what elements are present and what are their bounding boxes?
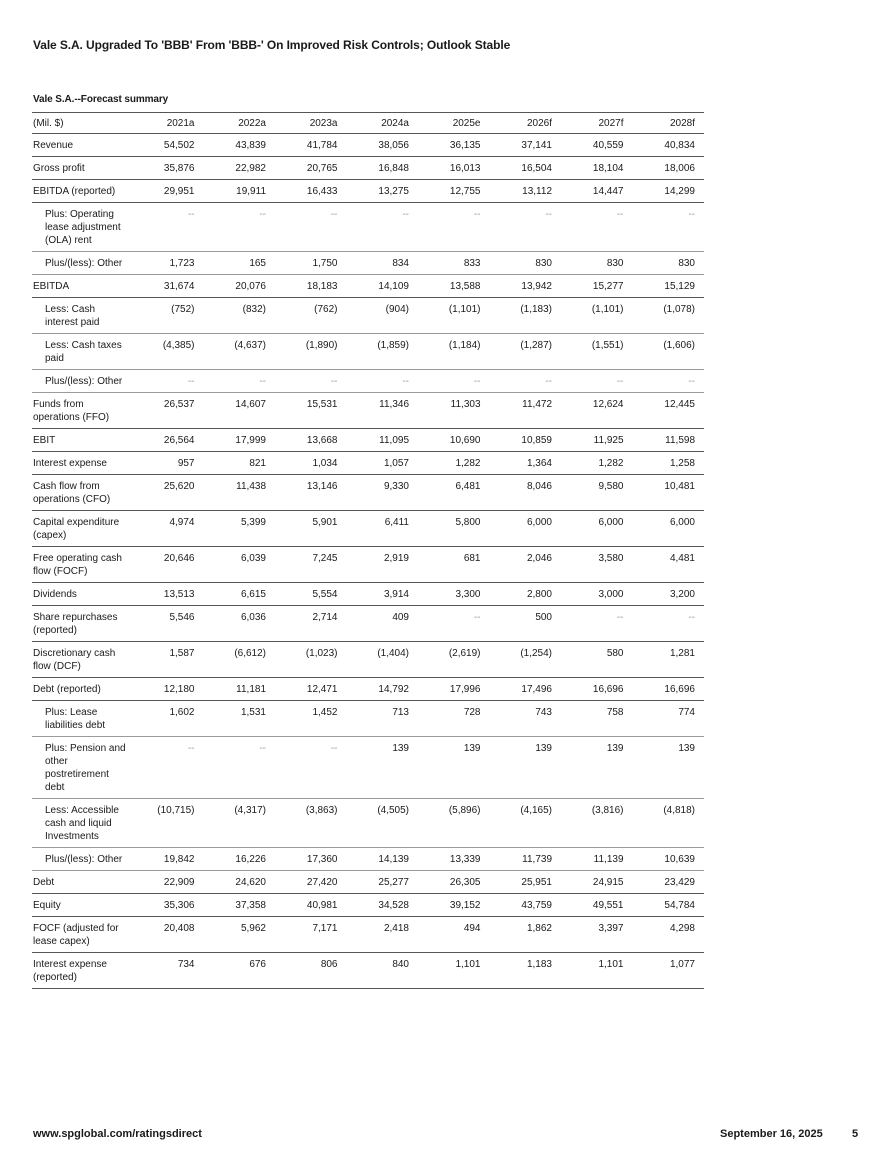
table-header-row [32,113,704,134]
table-row [32,475,704,511]
table-cell: (10,715) [132,799,204,848]
table-cell: 3,300 [418,583,490,606]
row-label: Plus/(less): Other [32,370,132,393]
row-label: Free operating cash flow (FOCF) [32,547,132,583]
row-label: Share repurchases (reported) [32,606,132,642]
row-label: Debt [32,871,132,894]
table-cell: 1,531 [204,701,276,737]
table-cell: 16,013 [418,157,490,180]
table-cell: 14,607 [204,393,276,429]
table-cell: 35,306 [132,894,204,917]
table-cell: 40,981 [275,894,347,917]
table-cell: 16,504 [490,157,562,180]
table-cell: 1,282 [561,452,633,475]
table-cell: 806 [275,953,347,989]
table-cell: -- [561,203,633,252]
table-cell: 13,668 [275,429,347,452]
table-row [32,953,704,989]
table-cell: 13,942 [490,275,562,298]
table-cell: 834 [347,252,419,275]
row-label: Plus: Pension and other postretirement debt [32,737,132,799]
table-cell: 11,598 [633,429,705,452]
table-cell: 139 [490,737,562,799]
table-cell: (4,385) [132,334,204,370]
table-cell: 1,077 [633,953,705,989]
table-cell: 13,146 [275,475,347,511]
header-year: 2023a [275,113,347,134]
table-cell: -- [275,370,347,393]
table-cell: 16,696 [561,678,633,701]
table-cell: 5,962 [204,917,276,953]
table-cell: (4,637) [204,334,276,370]
table-row [32,701,704,737]
table-row [32,678,704,701]
table-cell: 10,481 [633,475,705,511]
table-cell: 830 [633,252,705,275]
table-cell: 43,839 [204,134,276,157]
table-body [32,134,704,989]
table-cell: 16,696 [633,678,705,701]
table-cell: 11,472 [490,393,562,429]
table-cell: 23,429 [633,871,705,894]
table-cell: 681 [418,547,490,583]
table-cell: 14,109 [347,275,419,298]
table-cell: 10,690 [418,429,490,452]
table-cell: (1,101) [418,298,490,334]
table-cell: 821 [204,452,276,475]
table-row [32,848,704,871]
table-cell: 49,551 [561,894,633,917]
table-cell: 2,046 [490,547,562,583]
table-cell: 830 [561,252,633,275]
row-label: Revenue [32,134,132,157]
table-caption: Vale S.A.--Forecast summary [33,94,169,105]
table-cell: 54,502 [132,134,204,157]
table-cell: 29,951 [132,180,204,203]
table-cell: -- [275,737,347,799]
table-row [32,547,704,583]
table-cell: 41,784 [275,134,347,157]
table-cell: 26,305 [418,871,490,894]
table-cell: -- [418,606,490,642]
table-cell: 1,364 [490,452,562,475]
table-row [32,583,704,606]
table-cell: 1,034 [275,452,347,475]
table-row [32,298,704,334]
table-cell: -- [490,370,562,393]
table-cell: 1,862 [490,917,562,953]
table-cell: (1,078) [633,298,705,334]
table-cell: 36,135 [418,134,490,157]
table-cell: 11,346 [347,393,419,429]
table-cell: 43,759 [490,894,562,917]
table-cell: -- [633,203,705,252]
table-cell: 713 [347,701,419,737]
table-cell: -- [418,370,490,393]
table-cell: 728 [418,701,490,737]
table-cell: (1,287) [490,334,562,370]
row-label: Funds from operations (FFO) [32,393,132,429]
table-cell: 15,277 [561,275,633,298]
table-cell: 13,275 [347,180,419,203]
table-cell: 22,909 [132,871,204,894]
table-cell: 37,141 [490,134,562,157]
table-cell: 1,452 [275,701,347,737]
table-cell: 20,646 [132,547,204,583]
table-cell: 18,104 [561,157,633,180]
table-cell: 25,620 [132,475,204,511]
table-cell: 17,996 [418,678,490,701]
table-cell: 11,095 [347,429,419,452]
table-cell: 4,481 [633,547,705,583]
table-cell: -- [347,370,419,393]
table-cell: 2,919 [347,547,419,583]
table-cell: 1,602 [132,701,204,737]
table-cell: 1,587 [132,642,204,678]
table-cell: 12,755 [418,180,490,203]
row-label: Plus/(less): Other [32,848,132,871]
forecast-summary-table [32,112,704,989]
table-cell: (1,254) [490,642,562,678]
table-cell: 1,258 [633,452,705,475]
table-cell: (1,859) [347,334,419,370]
table-cell: 3,200 [633,583,705,606]
table-cell: 25,951 [490,871,562,894]
table-cell: 12,624 [561,393,633,429]
table-row [32,203,704,252]
table-cell: 5,399 [204,511,276,547]
table-cell: -- [132,737,204,799]
header-year: 2028f [633,113,705,134]
table-cell: 24,915 [561,871,633,894]
document-title: Vale S.A. Upgraded To 'BBB' From 'BBB-' On Improved Risk Controls; Outlook Stable [33,38,511,52]
table-cell: 17,999 [204,429,276,452]
table-row [32,334,704,370]
row-label: Plus: Lease liabilities debt [32,701,132,737]
table-row [32,606,704,642]
table-row [32,511,704,547]
table-row [32,393,704,429]
table-cell: -- [633,606,705,642]
table-cell: -- [204,203,276,252]
table-row [32,917,704,953]
table-cell: (2,619) [418,642,490,678]
row-label: EBITDA (reported) [32,180,132,203]
table-cell: 774 [633,701,705,737]
table-row [32,157,704,180]
table-cell: 18,183 [275,275,347,298]
table-cell: 20,765 [275,157,347,180]
row-label: Debt (reported) [32,678,132,701]
table-cell: 24,620 [204,871,276,894]
row-label: FOCF (adjusted for lease capex) [32,917,132,953]
table-cell: 3,914 [347,583,419,606]
table-cell: (1,551) [561,334,633,370]
table-cell: 409 [347,606,419,642]
table-row [32,452,704,475]
table-cell: 14,792 [347,678,419,701]
table-cell: 6,411 [347,511,419,547]
table-cell: 39,152 [418,894,490,917]
table-cell: 1,101 [418,953,490,989]
footer-date: September 16, 2025 [720,1128,823,1140]
table-row [32,134,704,157]
table-cell: 34,528 [347,894,419,917]
table-cell: -- [418,203,490,252]
page-number: 5 [852,1128,859,1140]
header-year: 2022a [204,113,276,134]
table-cell: 1,281 [633,642,705,678]
table-cell: 16,433 [275,180,347,203]
table-cell: (762) [275,298,347,334]
table-cell: 13,513 [132,583,204,606]
table-cell: 2,418 [347,917,419,953]
table-cell: 18,006 [633,157,705,180]
row-label: Dividends [32,583,132,606]
table-cell: 5,554 [275,583,347,606]
table-cell: 1,057 [347,452,419,475]
table-cell: 22,982 [204,157,276,180]
table-row [32,737,704,799]
table-cell: (1,023) [275,642,347,678]
table-cell: 139 [633,737,705,799]
table-cell: -- [561,370,633,393]
table-cell: 4,974 [132,511,204,547]
table-cell: 14,139 [347,848,419,871]
table-cell: 2,800 [490,583,562,606]
table-cell: 9,330 [347,475,419,511]
table-cell: 734 [132,953,204,989]
table-cell: 16,226 [204,848,276,871]
table-cell: 5,546 [132,606,204,642]
table-cell: 3,397 [561,917,633,953]
table-cell: 13,588 [418,275,490,298]
table-cell: 7,171 [275,917,347,953]
header-year: 2024a [347,113,419,134]
table-cell: 13,112 [490,180,562,203]
table-cell: -- [132,203,204,252]
table-cell: -- [132,370,204,393]
table-cell: (752) [132,298,204,334]
table-cell: 35,876 [132,157,204,180]
table-row [32,871,704,894]
row-label: Less: Accessible cash and liquid Investments [32,799,132,848]
table-cell: 16,848 [347,157,419,180]
table-cell: 12,445 [633,393,705,429]
row-label: Equity [32,894,132,917]
table-cell: 17,496 [490,678,562,701]
header-year: 2025e [418,113,490,134]
row-label: Cash flow from operations (CFO) [32,475,132,511]
header-year: 2026f [490,113,562,134]
table-cell: 9,580 [561,475,633,511]
table-row [32,252,704,275]
table-cell: 12,471 [275,678,347,701]
table-cell: 5,800 [418,511,490,547]
table-cell: 25,277 [347,871,419,894]
table-cell: 743 [490,701,562,737]
table-cell: 6,039 [204,547,276,583]
row-label: Gross profit [32,157,132,180]
table-cell: 830 [490,252,562,275]
table-cell: 10,639 [633,848,705,871]
table-cell: 6,481 [418,475,490,511]
table-cell: 11,925 [561,429,633,452]
table-cell: (1,183) [490,298,562,334]
table-cell: (1,606) [633,334,705,370]
table-cell: 5,901 [275,511,347,547]
table-cell: 19,911 [204,180,276,203]
footer-url: www.spglobal.com/ratingsdirect [33,1128,202,1140]
table-row [32,180,704,203]
table-cell: (3,816) [561,799,633,848]
table-cell: (1,890) [275,334,347,370]
table-cell: 40,834 [633,134,705,157]
table-cell: 14,299 [633,180,705,203]
table-cell: 6,000 [561,511,633,547]
row-label: Plus/(less): Other [32,252,132,275]
table-cell: 11,303 [418,393,490,429]
table-cell: 165 [204,252,276,275]
table-cell: 6,000 [490,511,562,547]
table-cell: 1,101 [561,953,633,989]
table-cell: 1,750 [275,252,347,275]
table-cell: 12,180 [132,678,204,701]
table-cell: (4,505) [347,799,419,848]
table-cell: 833 [418,252,490,275]
header-units: (Mil. $) [32,113,132,134]
table-row [32,642,704,678]
table-cell: 13,339 [418,848,490,871]
table-cell: 31,674 [132,275,204,298]
table-cell: (4,317) [204,799,276,848]
table-cell: 494 [418,917,490,953]
table-cell: 37,358 [204,894,276,917]
table-cell: 6,000 [633,511,705,547]
table-cell: -- [204,370,276,393]
table-cell: (1,184) [418,334,490,370]
table-cell: (832) [204,298,276,334]
header-year: 2021a [132,113,204,134]
table-cell: 11,181 [204,678,276,701]
table-cell: 6,036 [204,606,276,642]
table-cell: 27,420 [275,871,347,894]
row-label: EBITDA [32,275,132,298]
table-cell: 20,076 [204,275,276,298]
table-cell: 11,139 [561,848,633,871]
table-cell: 26,564 [132,429,204,452]
table-cell: 10,859 [490,429,562,452]
table-cell: 38,056 [347,134,419,157]
table-cell: -- [490,203,562,252]
table-cell: 15,129 [633,275,705,298]
header-year: 2027f [561,113,633,134]
table-row [32,370,704,393]
table-cell: 11,739 [490,848,562,871]
table-cell: 40,559 [561,134,633,157]
table-cell: 19,842 [132,848,204,871]
table-cell: 15,531 [275,393,347,429]
row-label: Less: Cash interest paid [32,298,132,334]
table-cell: 139 [561,737,633,799]
table-cell: 4,298 [633,917,705,953]
table-cell: 3,580 [561,547,633,583]
table-cell: (904) [347,298,419,334]
row-label: EBIT [32,429,132,452]
table-cell: 17,360 [275,848,347,871]
table-cell: 2,714 [275,606,347,642]
table-cell: 500 [490,606,562,642]
table-cell: 6,615 [204,583,276,606]
table-cell: -- [347,203,419,252]
table-cell: 20,408 [132,917,204,953]
table-cell: -- [204,737,276,799]
row-label: Plus: Operating lease adjustment (OLA) rent [32,203,132,252]
row-label: Less: Cash taxes paid [32,334,132,370]
table-cell: 1,183 [490,953,562,989]
table-row [32,894,704,917]
table-cell: 1,282 [418,452,490,475]
table-cell: (3,863) [275,799,347,848]
table-cell: 139 [347,737,419,799]
table-cell: 11,438 [204,475,276,511]
table-cell: -- [633,370,705,393]
table-cell: 1,723 [132,252,204,275]
table-cell: (1,404) [347,642,419,678]
row-label: Interest expense [32,452,132,475]
table-cell: 54,784 [633,894,705,917]
table-cell: (6,612) [204,642,276,678]
table-cell: (4,818) [633,799,705,848]
table-row [32,799,704,848]
table-cell: -- [561,606,633,642]
row-label: Capital expenditure (capex) [32,511,132,547]
table-cell: 7,245 [275,547,347,583]
table-row [32,275,704,298]
table-row [32,429,704,452]
table-cell: 14,447 [561,180,633,203]
table-cell: 840 [347,953,419,989]
table-cell: (1,101) [561,298,633,334]
table-cell: -- [275,203,347,252]
table-cell: 580 [561,642,633,678]
table-cell: 676 [204,953,276,989]
row-label: Discretionary cash flow (DCF) [32,642,132,678]
row-label: Interest expense (reported) [32,953,132,989]
table-cell: 139 [418,737,490,799]
table-cell: 26,537 [132,393,204,429]
table-cell: (5,896) [418,799,490,848]
table-cell: 8,046 [490,475,562,511]
table-cell: 957 [132,452,204,475]
table-cell: 758 [561,701,633,737]
table-cell: 3,000 [561,583,633,606]
table-cell: (4,165) [490,799,562,848]
